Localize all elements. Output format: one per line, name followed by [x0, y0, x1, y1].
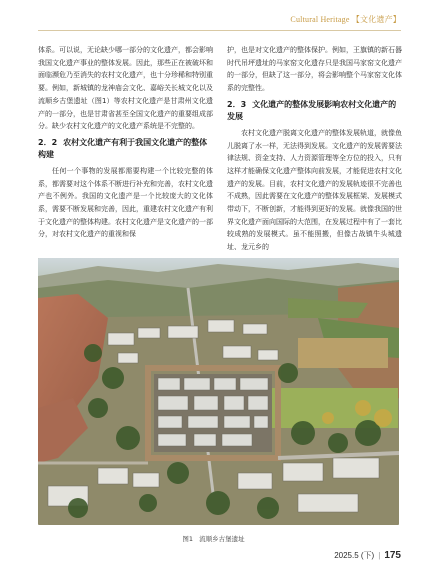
header-rule [38, 30, 401, 31]
header-title-zh: 【文化遗产】 [351, 15, 401, 24]
left-intro-paragraph: 体系。可以说，无论缺少哪一部分的文化遗产，都会影响我国文化遗产事业的整体发展。因此，那些正在被破坏和面临濒危乃至消失的农村文化遗产，也十分珍稀和特别重要。例如，新城镇的龙神庙会文化、嘉峪关长城文化以及流顺乡古堡遗址（图1）等农村文化遗产是甘肃州文化遗产的一部分，也是甘肃省甚至全国文化遗产的重要组成部分。缺少农村文化遗产的文化遗产系统是不完整的。 [38, 46, 213, 131]
header-title-en: Cultural Heritage [290, 15, 350, 24]
right-intro-paragraph: 护，也是对文化遗产的整体保护。例如，王旗镇的新石器时代吊坪遗址的马家窑文化遗存只是我国马家窑文化遗产的一部分，但缺了这一部分，将会影响整个马家窑文化体系的完整性。 [227, 46, 402, 93]
left-column [38, 44, 213, 241]
page-number: 175 [384, 550, 401, 561]
right-column [227, 44, 402, 254]
figure-aerial-photo [38, 258, 399, 525]
section-2-2-body: 任何一个事物的发展都需要构建一个比较完整的体系，都需要对这个体系不断进行补充和完善，农村文化遗产也不例外。我国的文化遗产是一个比较庞大的文化体系，需要不断发展和完善，因此，重建农村文化遗产有利于文化遗产的整体构建。农村文化遗产是文化遗产的一部分，对农村文化遗产的重视和保 [38, 166, 213, 239]
section-heading-2-3 [227, 99, 402, 123]
section-2-3-body: 农村文化遗产脱离文化遗产的整体发展轨道，就像鱼儿脱离了水一样，无法得到发展。文化遗产的发展需要法律法规、资金支持、人力资源管理等全方位的投入，只有这样才能确保文化遗产整体向前发展，才能促进农村文化遗产的发展。目前，农村文化遗产的发展轨迹很不完善也不成熟，因此需要在文化遗产的整体发展框架、发展模式带动下，不断创新，才能得到更好的发展。就像我国的世界文化遗产面向国际的大范围，在发展过程中有了一套比较成熟的发展模式。虽不能照搬，但像古战镇牛头城遗址、龙元乡的 [227, 128, 402, 252]
section-title-text: 农村文化遗产有利于我国文化遗产的整体构建 [38, 137, 208, 159]
section-title-text: 文化遗产的整体发展影响农村文化遗产的发展 [227, 99, 397, 121]
running-header [290, 14, 401, 25]
figure-caption-text: 流顺乡古堡遗址 [199, 535, 245, 543]
footer-separator: | [378, 551, 381, 560]
figure-caption [0, 534, 427, 543]
figure-number: 图1 [182, 535, 194, 543]
page-footer [334, 550, 401, 561]
section-number: 2．2 [38, 137, 58, 147]
issue-label: 2025.5 (下) [334, 551, 375, 560]
aerial-village-illustration [38, 258, 399, 525]
section-number: 2．3 [227, 99, 247, 109]
section-heading-2-2 [38, 137, 213, 161]
